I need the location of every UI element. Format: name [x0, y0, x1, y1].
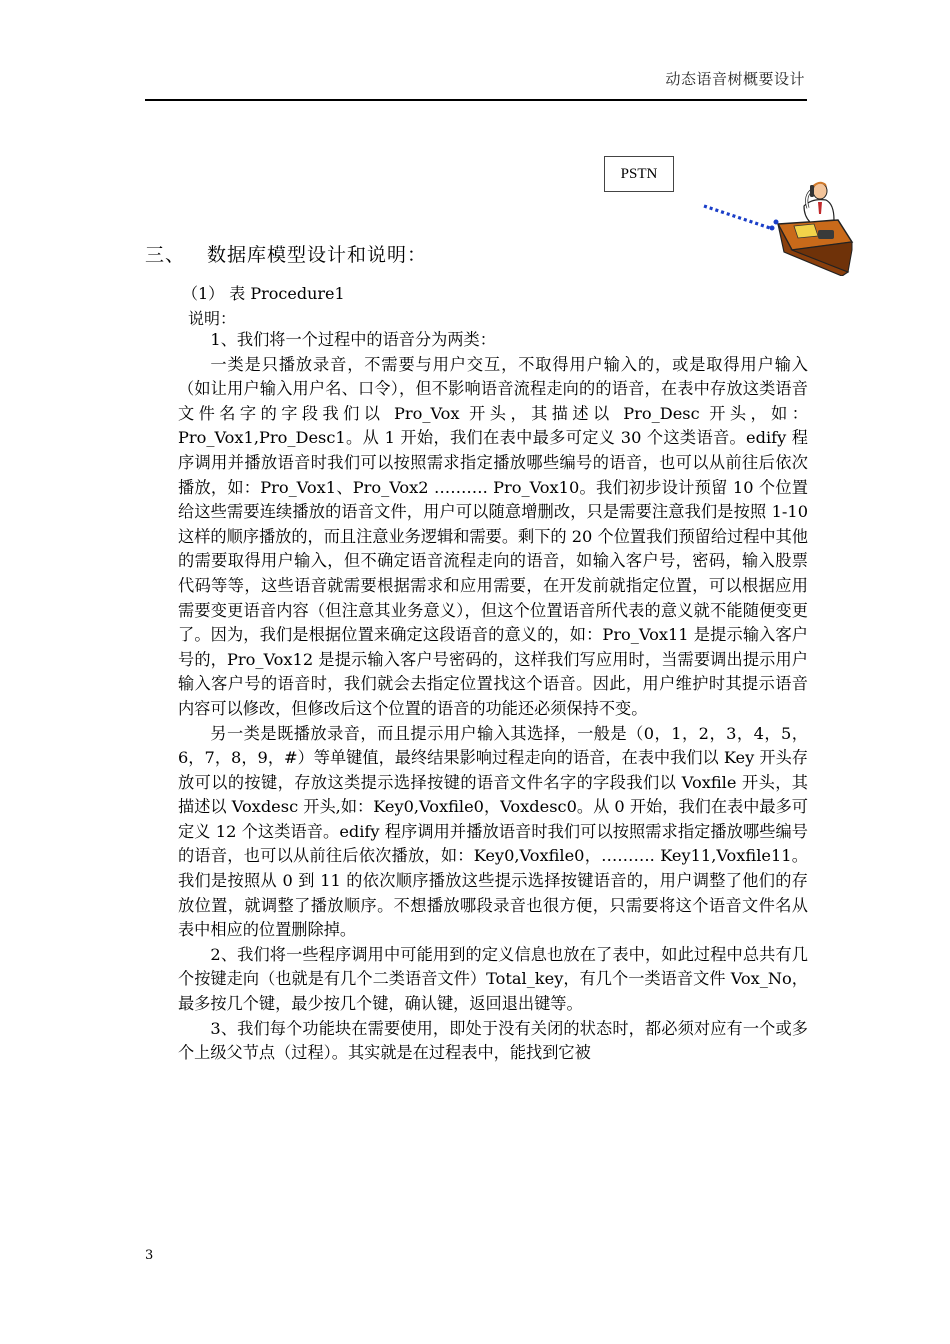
paragraph-5: 3、我们每个功能块在需要使用，即处于没有关闭的状态时，都必须对应有一个或多个上级父节点（过程）。其实就是在过程表中，能找到它被 [178, 1018, 808, 1063]
header-divider [145, 99, 807, 101]
page-number: 3 [145, 1248, 154, 1263]
section-title: 数据库模型设计和说明： [207, 244, 428, 266]
table-label: （1） 表 Procedure1 [182, 284, 345, 303]
body-text [178, 328, 808, 1066]
section-number: 三、 [145, 244, 186, 266]
paragraph-4: 2、我们将一些程序调用中可能用到的定义信息也放在了表中，如此过程中总共有几个按键走向（也就是有几个二类语音文件）Total_key，有几个一类语音文件 Vox_No，最多按几个键，最少按几个键，确认键，返回退出键等。 [178, 944, 808, 1014]
paragraph-3: 另一类是既播放录音，而且提示用户输入其选择，一般是（0，1，2，3，4，5，6，7，8，9，#）等单键值，最终结果影响过程走向的语音，在表中我们以 Key 开头存放可以的按键，存放这类提示选择按键的语音文件名字的字段我们以 Voxfile 开头，其描述以 Voxdesc 开头,如：Key0,Voxfile0，Voxdesc0。从 0 开始，我们在表中最多可定义 12 个这类语音。edify 程序调用并播放语音时我们可以按照需求指定播放哪些编号的语音，也可以从前往后依次播放，如：Key0,Voxfile0，………. Key11,Voxfile11。我们是按照从 0 到 11 的依次顺序播放这些提示选择按键语音的，用户调整了他们的存放位置，就调整了播放顺序。不想播放哪段录音也很方便，只需要将这个语音文件名从表中相应的位置删除掉。 [178, 723, 808, 940]
note-label: 说明： [188, 309, 237, 328]
section-heading [145, 240, 427, 267]
header-title: 动态语音树概要设计 [665, 70, 805, 88]
paragraph-2: 一类是只播放录音，不需要与用户交互，不取得用户输入的，或是取得用户输入（如让用户输入用户名、口令），但不影响语音流程走向的的语音，在表中存放这类语音文件名字的字段我们以 Pro_Vox 开头，其描述以 Pro_Desc 开头，如：Pro_Vox1,Pro_Desc1。从 1 开始，我们在表中最多可定义 30 个这类语音。edify 程序调用并播放语音时我们可以按照需求指定播放哪些编号的语音，也可以从前往后依次播放，如：Pro_Vox1、Pro_Vox2 ………. Pro_Vox10。我们初步设计预留 10 个位置给这些需要连续播放的语音文件，用户可以随意增删改，只是需要注意我们是按照 1-10 这样的顺序播放的，而且注意业务逻辑和需要。剩下的 20 个位置我们预留给过程中其他的需要取得用户输入，但不确定语音流程走向的语音，如输入客户号，密码，输入股票代码等等，这些语音就需要根据需求和应用需要，在开发前就指定位置，可以根据应用需要变更语音内容（但注意其业务意义），但这个位置语音所代表的意义就不能随便变更了。因为，我们是根据位置来确定这段语音的意义的，如：Pro_Vox11 是提示输入客户号的，Pro_Vox12 是提示输入客户号密码的，这样我们写应用时，当需要调出提示用户输入客户号的语音时，我们就会去指定位置找这个语音。因此，用户维护时其提示语音内容可以修改，但修改后这个位置的语音的功能还必须保持不变。 [178, 354, 808, 718]
pstn-label-box: PSTN [604, 156, 674, 192]
person-on-phone-at-desk-icon [700, 180, 858, 276]
paragraph-1: 1、我们将一个过程中的语音分为两类： [210, 330, 496, 349]
